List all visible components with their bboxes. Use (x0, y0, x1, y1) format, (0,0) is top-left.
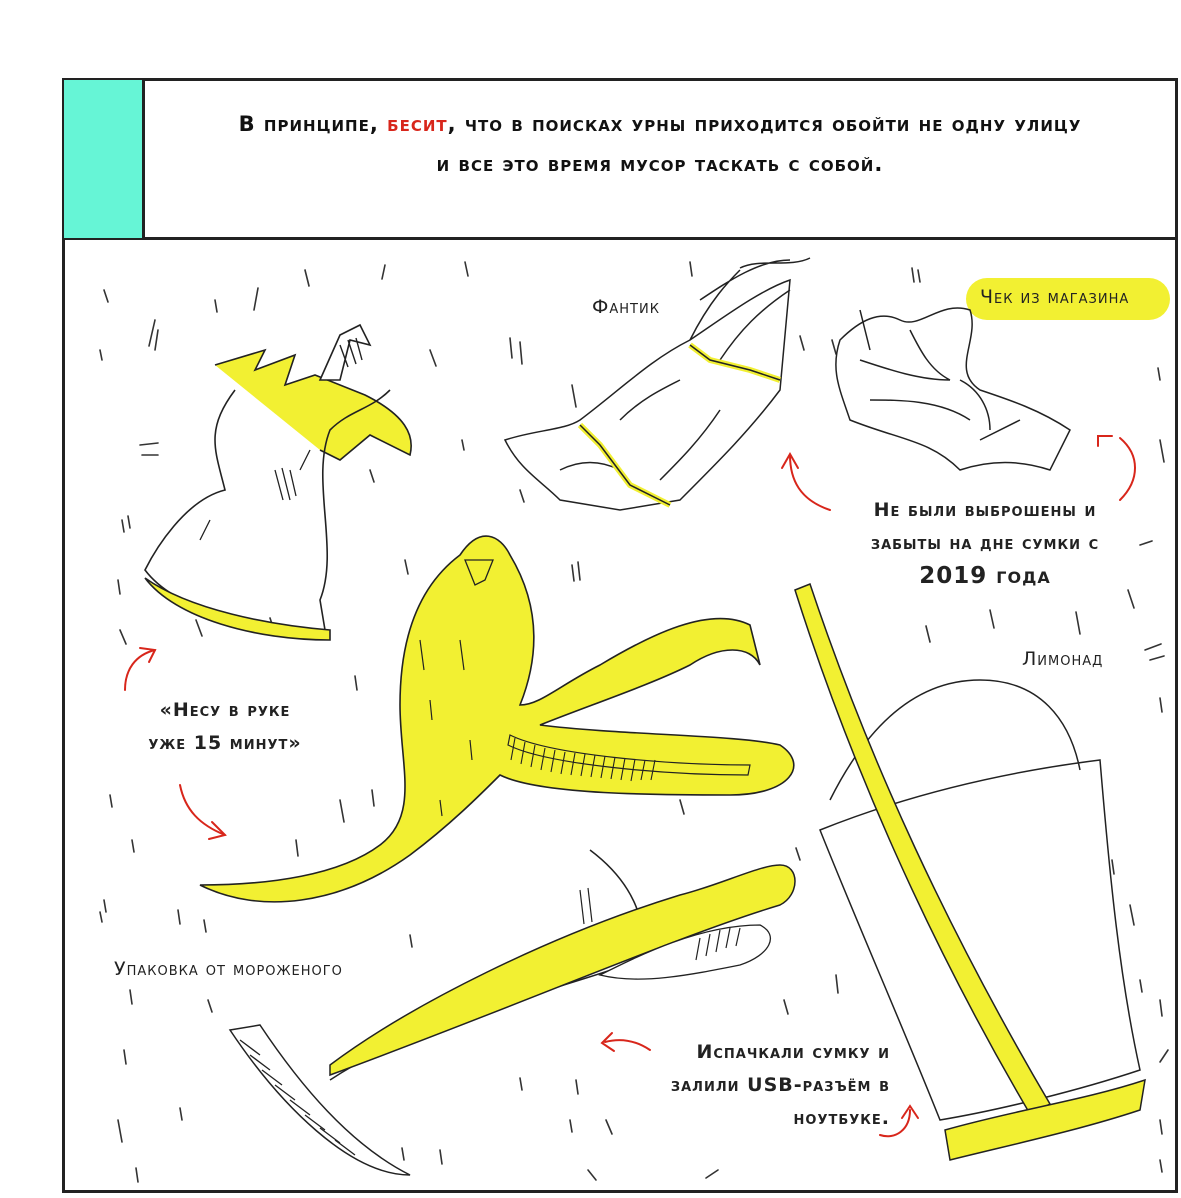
label-icecream: Упаковка от мороженого (114, 958, 343, 980)
label-lemonade: Лимонад (1022, 648, 1104, 670)
note-receipt: Не были выброшены и забыты на дне сумки с 2019 года (870, 499, 1100, 589)
arrow-head-icon (1098, 436, 1112, 446)
note-apple: «Несу в руке уже 15 минут» (148, 699, 302, 754)
receipt-drawing (836, 308, 1070, 470)
caption-line-1: В принципе, бесит, что в поисках урны приходится обойти не одну улицу (238, 112, 1082, 136)
apple-core-drawing (145, 325, 411, 640)
note-icecream: Испачкали сумку и залили USB-разъём в ноутбуке. (670, 1041, 890, 1129)
caption-line-2: и все это время мусор таскать с собой. (436, 152, 884, 176)
arrow-icon (125, 650, 155, 690)
caption-accent-word: бесит (387, 112, 448, 136)
label-wrapper: Фантик (592, 296, 660, 318)
arrow-icon (1120, 438, 1135, 500)
label-receipt: Чек из магазина (980, 286, 1130, 308)
